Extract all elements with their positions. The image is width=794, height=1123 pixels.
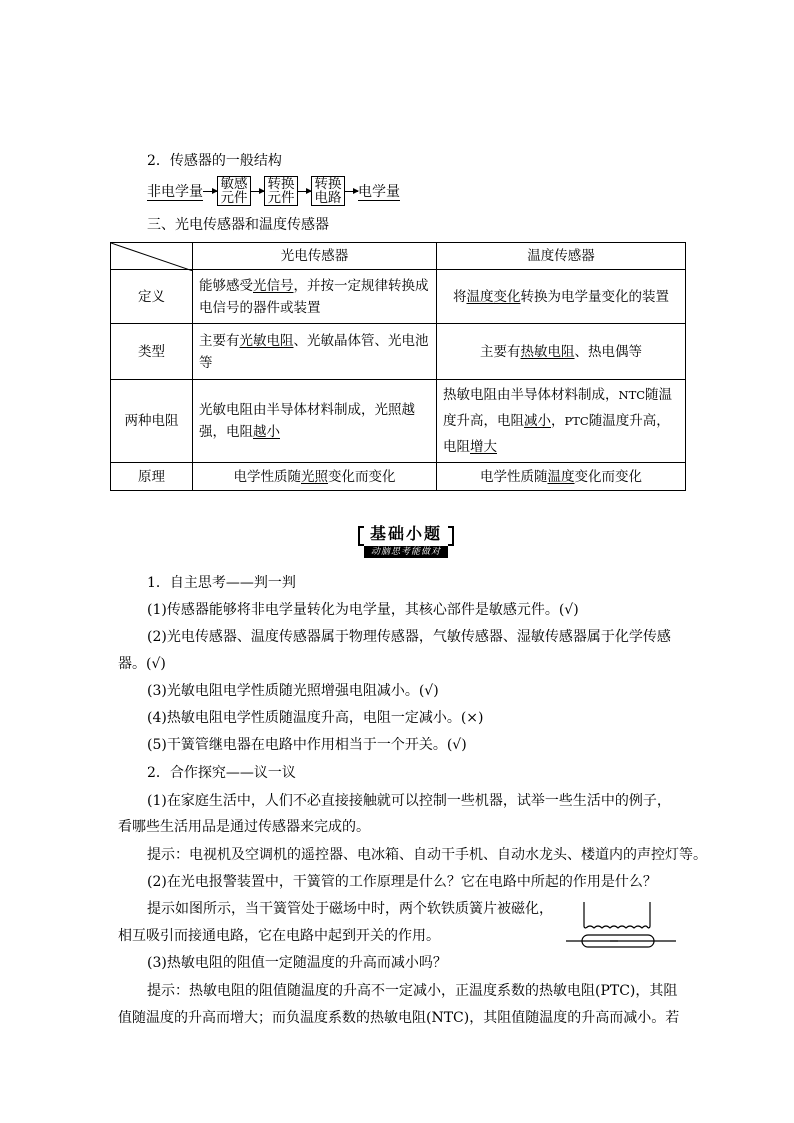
cell-text: 随温度升高，电阻 [443,413,670,455]
flow-output: 电学量 [358,184,400,200]
cell-text: ， [551,413,565,429]
section-title-sensors: 三、光电传感器和温度传感器 [147,217,329,233]
cell-keyword: 温度 [547,468,575,485]
row-label-two-resistors: 两种电阻 [111,380,193,463]
q1-item: (3)光敏电阻电学性质随光照增强电阻减小。(√) [147,683,439,699]
row-label-type: 类型 [111,324,193,380]
sensor-comparison-table [110,242,686,491]
diagonal-line [111,243,193,271]
q1-title: 1．自主思考——判一判 [147,575,296,591]
q2-hint-continued: 值随温度的升高而增大；而负温度系数的热敏电阻(NTC)，其阻值随温度的升高而减小。若 [118,1010,680,1026]
q2-hint: 提示：电视机及空调机的遥控器、电冰箱、自动干手机、自动水龙头、楼道内的声控灯等。 [147,847,707,863]
cell-type-photo [193,324,437,380]
q2-title: 2．合作探究——议一议 [147,765,296,781]
cell-text: 能够感受 [199,277,253,294]
cell-def-temp [437,270,686,324]
badge-subtitle: 动脑思考能做对 [364,546,448,558]
cell-keyword: 光信号 [253,277,294,294]
table-row [111,463,686,491]
cell-principle-photo [193,463,437,491]
cell-text: 、光敏晶体管、光电池等 [199,332,429,371]
basic-questions-badge [358,524,454,560]
flow-box-text: 转换 [267,176,295,192]
cell-text: 、热电偶等 [574,343,642,360]
section-title-structure: 2．传感器的一般结构 [147,153,282,169]
flow-box-text: 元件 [220,190,248,206]
cell-keyword: 光敏电阻 [239,332,294,349]
q1-item: (5)干簧管继电器在电路中作用相当于一个开关。(√) [147,737,467,753]
q2-question: (2)在光电报警装置中，干簧管的工作原理是什么？它在电路中所起的作用是什么？ [147,874,657,890]
badge-bracket-right [448,526,454,546]
flow-box-text: 转换 [314,176,342,192]
flow-arrow [297,191,311,192]
table-corner-cell [111,243,193,270]
reed-switch-figure [566,898,676,958]
cell-two-temp [437,380,686,463]
flow-box-conversion-element [264,176,298,206]
cell-text: 变化而变化 [574,468,642,485]
cell-keyword: 减小 [524,413,551,429]
flow-box-text: 电路 [314,190,342,206]
badge-title: 基础小题 [369,524,442,543]
cell-two-photo [193,380,437,463]
q2-hint: 提示：热敏电阻的阻值随温度的升高不一定减小，正温度系数的热敏电阻(PTC)，其阻 [147,983,678,999]
cell-text: 主要有 [480,343,521,360]
table-row [111,324,686,380]
row-label-definition: 定义 [111,270,193,324]
cell-text: 主要有 [199,332,240,349]
cell-keyword: 热敏电阻 [520,343,575,360]
cell-text: ，并按一定规律转换成电信号的器件或装置 [199,277,429,316]
flow-input: 非电学量 [147,184,203,200]
flow-arrow [344,191,358,192]
cell-type-temp [437,324,686,380]
table-header-row [111,243,686,270]
flow-box-sensitive-element [217,176,251,206]
flow-box-text: 敏感 [220,176,248,192]
flow-arrow [250,191,264,192]
q1-item: (1)传感器能够将非电学量转化为电学量，其核心部件是敏感元件。(√) [147,602,579,618]
header-temperature: 温度传感器 [437,243,686,270]
q1-item-continued: 器。(√) [118,656,166,672]
cell-text: 随温度升高，电阻 [443,387,673,429]
row-label-principle: 原理 [111,463,193,491]
sensor-structure-diagram [147,176,407,208]
cell-text: NTC [618,388,646,402]
cell-text: 电学性质随 [233,468,301,485]
cell-def-photo [193,270,437,324]
cell-text: 电学性质随 [480,468,548,485]
q2-question: (3)热敏电阻的阻值一定随温度的升高而减小吗？ [147,955,447,971]
cell-text: 变化而变化 [328,468,396,485]
header-photoelectric: 光电传感器 [193,243,437,270]
q2-hint-continued: 相互吸引而接通电路，它在电路中起到开关的作用。 [118,928,440,944]
cell-text: 将 [453,288,467,305]
cell-text: PTC [564,414,589,428]
cell-keyword: 越小 [253,424,280,440]
cell-text: 热敏电阻由半导体材料制成， [443,387,619,403]
table-row [111,270,686,324]
cell-text: 光敏电阻由半导体材料制成，光照越强，电阻 [199,402,415,440]
q1-item: (4)热敏电阻电学性质随温度升高，电阻一定减小。(×) [147,710,484,726]
q2-hint: 提示如图所示，当干簧管处于磁场中时，两个软铁质簧片被磁化， [147,901,553,917]
cell-principle-temp [437,463,686,491]
cell-text: 转换为电学量变化的装置 [520,288,669,305]
cell-keyword: 光照 [301,468,328,485]
flow-arrow [203,191,217,192]
q2-question: (1)在家庭生活中，人们不必直接接触就可以控制一些机器，试举一些生活中的例子， [147,793,671,809]
table-row [111,380,686,463]
cell-keyword: 温度变化 [466,288,521,305]
cell-keyword: 增大 [470,439,497,455]
q1-item: (2)光电传感器、温度传感器属于物理传感器，气敏传感器、湿敏传感器属于化学传感 [147,629,671,645]
q2-question-continued: 看哪些生活用品是通过传感器来完成的。 [118,819,370,835]
flow-box-text: 元件 [267,190,295,206]
flow-box-conversion-circuit [311,176,345,206]
